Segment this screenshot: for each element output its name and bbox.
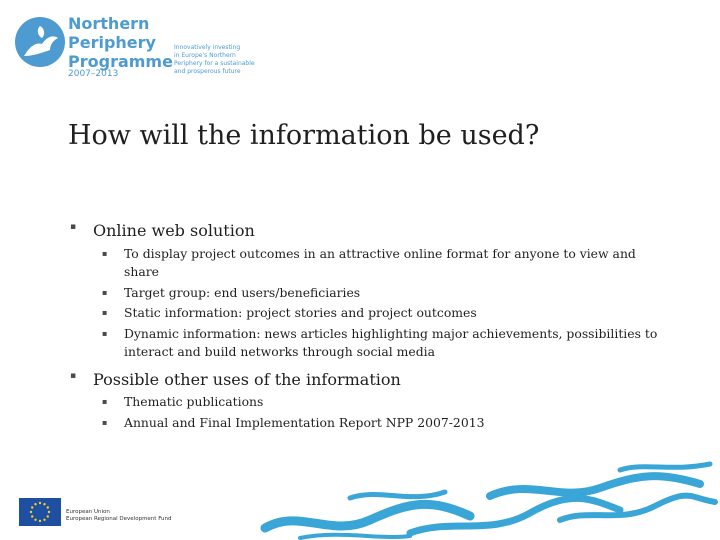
eu-caption	[66, 509, 172, 523]
list-item	[102, 393, 672, 411]
bullet-icon: ▪	[102, 249, 108, 258]
logo-tagline	[174, 44, 274, 76]
bullet-icon: ▪	[102, 417, 108, 427]
bullet-icon: ▪	[102, 397, 108, 406]
list-item-text: Dynamic information: news articles highlighting major achievements, possibilities to interact and build networks through social media	[124, 325, 658, 359]
bullet-icon: ▪	[70, 222, 77, 232]
list-item-text: Static information: project stories and project outcomes	[124, 305, 477, 320]
slide-title: How will the information be used?	[68, 120, 540, 151]
list-item	[102, 325, 672, 361]
section-heading-text: Online web solution	[93, 221, 255, 240]
section-1-bullet-list	[102, 245, 672, 363]
logo-tagline-line-4: and prosperous future	[174, 68, 241, 75]
section-2-bullet-list	[102, 393, 672, 434]
list-item-text: Target group: end users/beneficiaries	[124, 284, 361, 300]
section-heading-text: Possible other uses of the information	[93, 370, 401, 389]
logo-name-line-3: Programme	[68, 52, 173, 71]
list-item-text: Annual and Final Implementation Report NPP 2007-2013	[124, 414, 485, 430]
bullet-icon: ▪	[102, 287, 108, 297]
list-item-text: To display project outcomes in an attractive online format for anyone to view and share	[124, 246, 636, 279]
eu-caption-line-1: European Union	[66, 509, 110, 515]
list-item	[102, 414, 672, 432]
eu-caption-line-2: European Regional Development Fund	[66, 516, 172, 522]
logo-emblem-icon	[14, 16, 66, 68]
list-item	[102, 245, 672, 281]
logo-wordmark	[68, 14, 173, 71]
bullet-icon: ▪	[70, 371, 77, 381]
logo-name-line-2: Periphery	[68, 33, 156, 52]
list-item	[102, 304, 672, 322]
bullet-icon: ▪	[102, 328, 108, 338]
logo-tagline-line-3: Periphery for a sustainable	[174, 60, 255, 67]
list-item	[102, 284, 672, 302]
logo-name-line-1: Northern	[68, 14, 150, 33]
programme-logo	[14, 14, 264, 84]
logo-tagline-line-2: in Europe's Northern	[174, 52, 236, 59]
logo-tagline-line-1: Innovatively investing	[174, 44, 241, 51]
list-item-text: Thematic publications	[124, 394, 264, 409]
eu-flag-icon	[19, 498, 61, 526]
logo-years: 2007–2013	[68, 69, 119, 79]
decorative-wave-graphic	[260, 458, 720, 540]
bullet-icon: ▪	[102, 308, 108, 317]
